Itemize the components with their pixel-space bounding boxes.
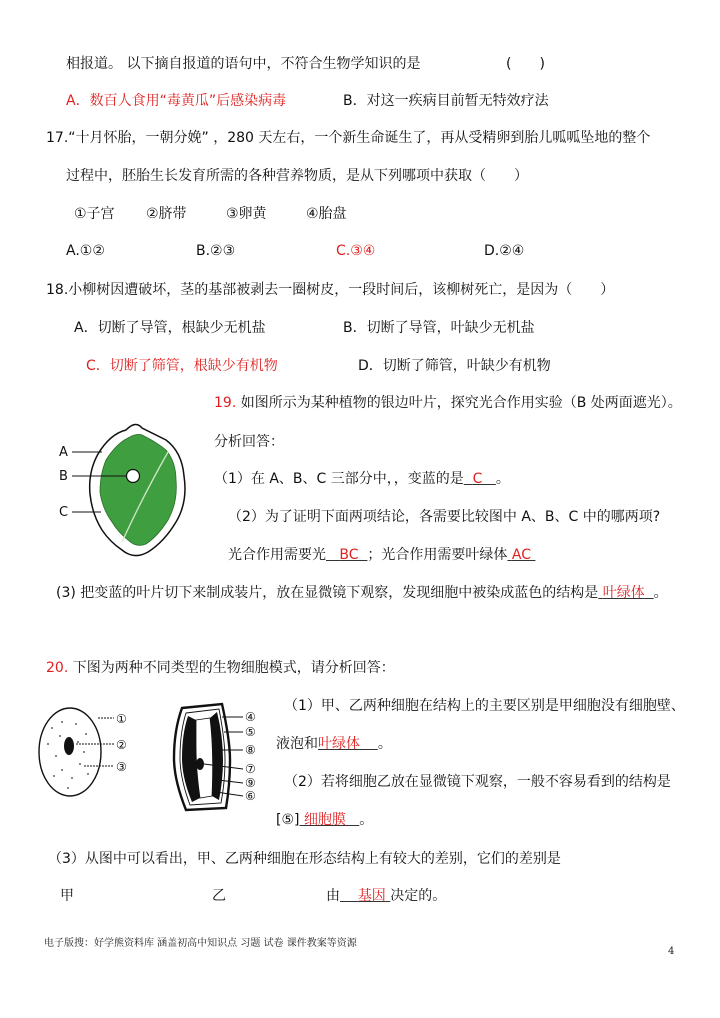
animal-label-1: ① <box>116 712 127 726</box>
plant-label-5: ⑤ <box>245 725 256 739</box>
q20-part3: （3）从图中可以看出，甲、乙两种细胞在形态结构上有较大的差别，它们的差别是 <box>48 851 561 867</box>
q19-part2-light-answer: BC <box>339 547 359 563</box>
q16-option-b: B．对这一疾病目前暂无特效疗法 <box>343 93 549 109</box>
q20-stem: 下图为两种不同类型的生物细胞模式，请分析回答： <box>72 660 395 676</box>
q20-part1-b: 液泡和 <box>276 736 318 752</box>
q19-number: 19. <box>214 395 237 411</box>
plant-cell-vacuole <box>196 718 213 798</box>
q18-stem: 18.小柳树因遭破坏，茎的基部被剥去一圈树皮，一段时间后，该柳树死亡，是因为（ ） <box>46 282 615 298</box>
q20-part2-b: [⑤] <box>276 812 300 828</box>
leaf-label-c: C <box>59 505 69 520</box>
q20-part3-answer: 基因 <box>357 888 386 904</box>
q20-part2-a: （2）若将细胞乙放在显微镜下观察，一般不容易看到的结构是 <box>284 774 671 790</box>
leaf-label-a: A <box>59 445 68 460</box>
leaf-covered-spot-b <box>127 470 140 483</box>
q20-part1-answer: 叶绿体 <box>318 736 360 752</box>
q19-part2: （2）为了证明下面两项结论，各需要比较图中 A、B、C 中的哪两项? <box>228 509 661 525</box>
q17-stem-1: 17.“十月怀胎，一朝分娩” ，280 天左右，一个新生命诞生了，再从受精卵到胎儿呱呱坠地的整个 <box>46 130 651 146</box>
q17-item-2: ②脐带 <box>146 206 187 222</box>
q17-item-1: ①子宫 <box>74 206 115 222</box>
plant-label-4: ④ <box>245 710 256 724</box>
q16-option-a: A．数百人食用“毒黄瓜”后感染病毒 <box>66 93 287 109</box>
q18-option-a: A．切断了导管，根缺少无机盐 <box>74 320 266 336</box>
page-number: 4 <box>668 946 675 957</box>
q19-part2-light: 光合作用需要光 <box>228 547 326 563</box>
q17-stem-2: 过程中，胚胎生长发育所需的各种营养物质，是从下列哪项中获取（ ） <box>66 168 528 184</box>
q19-part1-answer: C <box>472 471 483 487</box>
q17-item-4: ④胎盘 <box>306 206 347 222</box>
q17-option-b: B.②③ <box>196 243 236 259</box>
q19-part1: （1）在 A、B、C 三部分中，，变蓝的是 <box>214 471 464 487</box>
q19-part2-chloroplast: ；光合作用需要叶绿体 <box>367 547 508 563</box>
q20-part2-answer: 细胞膜 <box>303 812 346 828</box>
q17-option-c: C.③④ <box>336 243 376 259</box>
q19-part3: (3) 把变蓝的叶片切下来制成装片，放在显微镜下观察，发现细胞中被染成蓝色的结构是 <box>56 585 599 601</box>
q18-option-d: D．切断了筛管，叶缺少有机物 <box>358 358 551 374</box>
plant-cell-nucleus <box>196 758 204 770</box>
q19-stem: 如图所示为某种植物的银边叶片，探究光合作用实验（B 处两面遮光）。 <box>240 395 682 411</box>
animal-label-3: ③ <box>116 760 127 774</box>
plant-label-7: ⑦ <box>245 762 256 776</box>
animal-label-2: ② <box>116 738 127 752</box>
q19-part2-chloroplast-answer: AC <box>511 547 531 563</box>
q18-option-b: B．切断了导管，叶缺少无机盐 <box>343 320 535 336</box>
q20-you: 由 <box>326 888 340 904</box>
q17-option-d: D.②④ <box>484 243 525 259</box>
q20-number: 20. <box>46 660 69 676</box>
plant-label-8: ⑧ <box>245 743 256 757</box>
q20-part1-a: （1）甲、乙两种细胞在结构上的主要区别是甲细胞没有细胞壁、 <box>284 698 685 714</box>
q19-part3-answer: 叶绿体 <box>602 585 645 601</box>
animal-cell-diagram <box>32 704 142 804</box>
plant-cell-diagram <box>160 700 270 815</box>
q20-jia: 甲 <box>60 888 74 904</box>
q19-analyze: 分析回答： <box>214 434 284 450</box>
leaf-diagram <box>56 418 206 568</box>
leaf-label-b: B <box>59 469 68 484</box>
plant-label-9: ⑨ <box>245 776 256 790</box>
animal-cell-nucleus <box>64 737 74 755</box>
leaf-green-area <box>100 434 176 545</box>
q16-stem: 相报道。 以下摘自报道的语句中，不符合生物学知识的是 <box>66 56 421 72</box>
q20-yi: 乙 <box>212 888 226 904</box>
q17-item-3: ③卵黄 <box>226 206 267 222</box>
q17-option-a: A.①② <box>66 243 105 259</box>
plant-label-6: ⑥ <box>245 789 256 803</box>
q16-paren: ( ) <box>506 56 545 72</box>
q18-option-c: C．切断了筛管，根缺少有机物 <box>86 358 278 374</box>
footer-text: 电子版搜：好学熊资料库 涵盖初高中知识点 习题 试卷 课件教案等资源 <box>44 938 357 949</box>
